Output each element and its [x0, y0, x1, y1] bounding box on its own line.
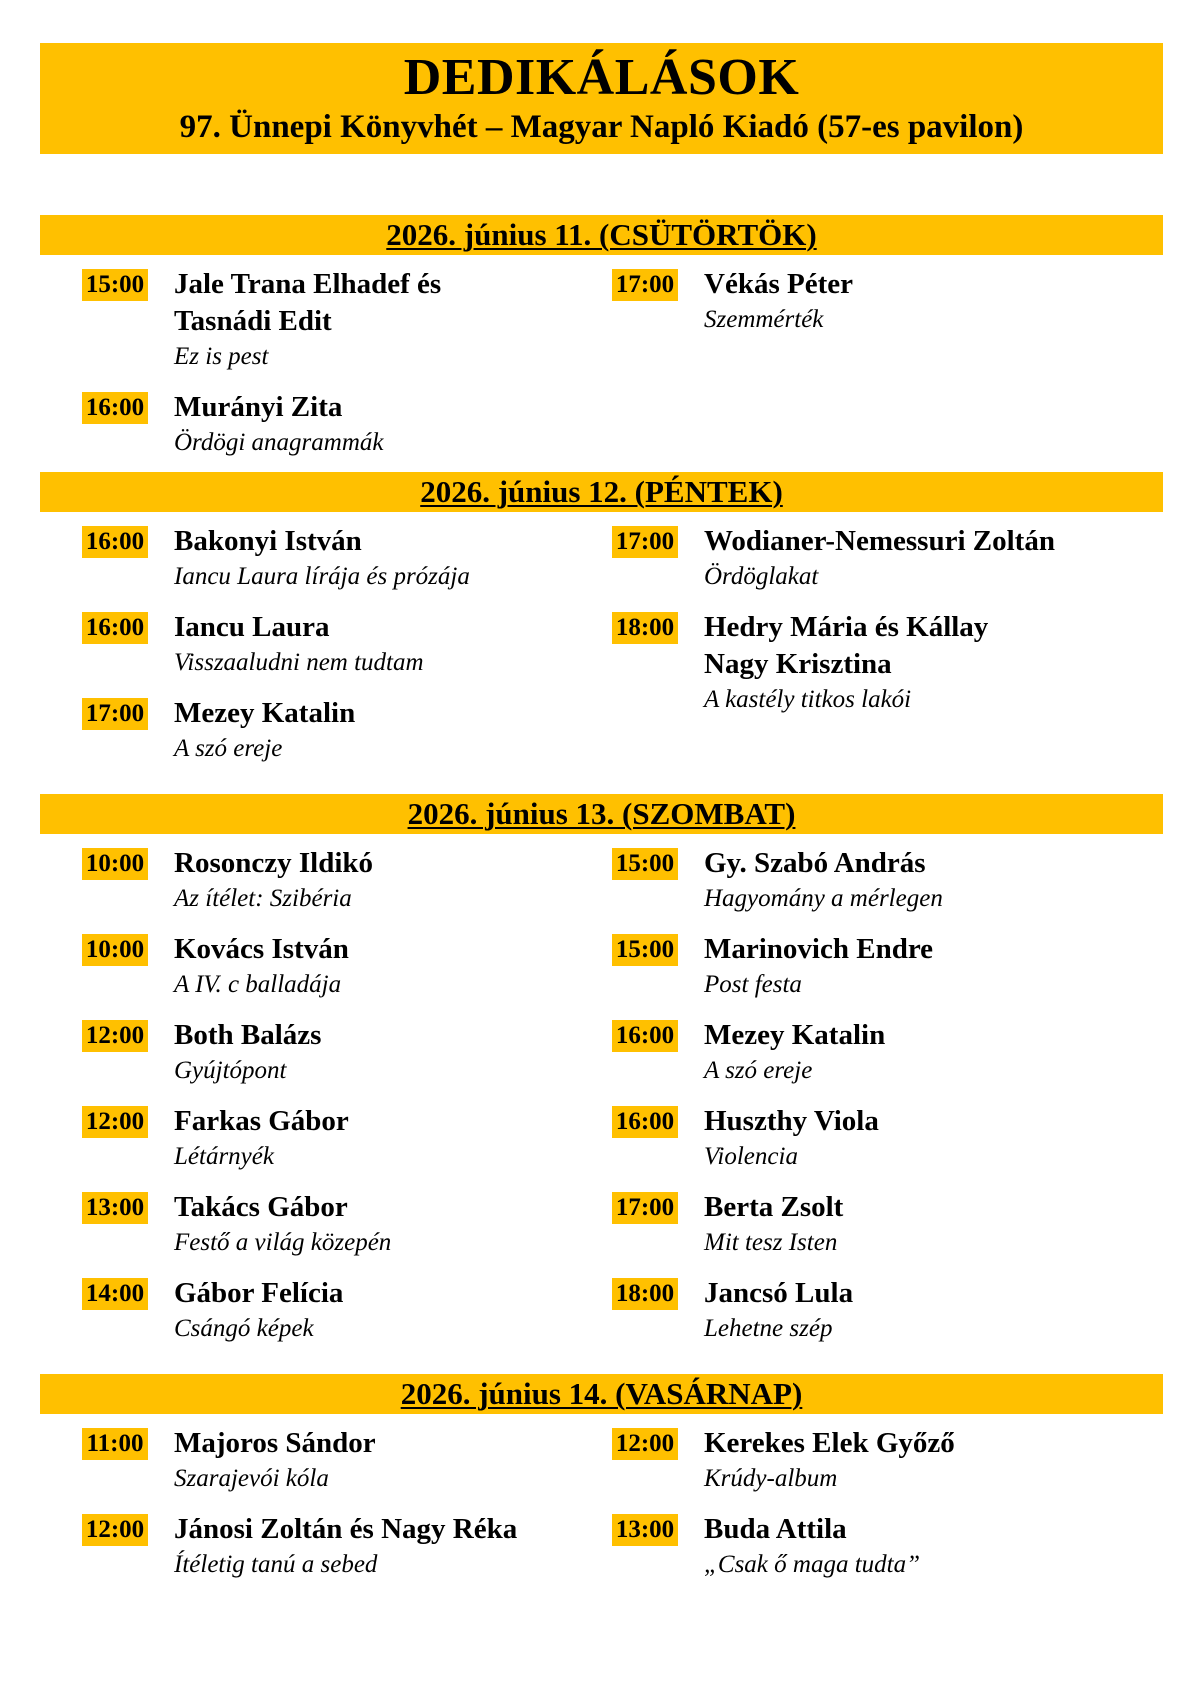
signing-entry [82, 845, 582, 915]
time-badge: 15:00 [612, 934, 678, 966]
author-name: Majoros Sándor [174, 1427, 376, 1459]
signing-entry [82, 1275, 582, 1345]
day-left-column [82, 1425, 582, 1597]
book-title: Az ítélet: Szibéria [174, 885, 352, 912]
day-left-column [82, 266, 582, 475]
book-title: A IV. c balladája [174, 971, 342, 998]
book-title: Gyújtópont [174, 1057, 287, 1084]
signing-entry [82, 931, 582, 1001]
book-title: Szarajevói kóla [174, 1465, 329, 1492]
book-title: Ördögi anagrammák [174, 429, 384, 456]
book-title: Post festa [704, 971, 802, 998]
time-badge: 11:00 [82, 1428, 148, 1460]
book-title: Ördöglakat [704, 563, 819, 590]
time-badge: 13:00 [82, 1192, 148, 1224]
day-header [40, 794, 1163, 834]
time-badge: 15:00 [612, 848, 678, 880]
author-name: Gy. Szabó András [704, 847, 926, 879]
signing-entry [612, 1189, 1112, 1259]
time-badge: 10:00 [82, 934, 148, 966]
signing-entry [82, 695, 582, 765]
time-badge: 17:00 [612, 269, 678, 301]
signing-entry [612, 1511, 1112, 1581]
book-title: Létárnyék [174, 1143, 274, 1170]
book-title: Lehetne szép [704, 1315, 833, 1342]
header-banner [40, 43, 1163, 154]
author-name: Murányi Zita [174, 391, 343, 423]
day-right-column [612, 266, 1112, 352]
book-title: Iancu Laura lírája és prózája [174, 563, 470, 590]
day-right-column [612, 845, 1112, 1361]
signing-entry [612, 1103, 1112, 1173]
signing-entry [612, 1425, 1112, 1495]
signing-entry [612, 931, 1112, 1001]
author-name: Farkas Gábor [174, 1105, 349, 1137]
time-badge: 13:00 [612, 1514, 678, 1546]
time-badge: 16:00 [612, 1020, 678, 1052]
day-header [40, 1374, 1163, 1414]
author-name: Bakonyi István [174, 525, 362, 557]
author-name: Mezey Katalin [174, 697, 356, 729]
author-name: Hedry Mária és Kállay Nagy Krisztina [704, 611, 989, 680]
time-badge: 16:00 [82, 392, 148, 424]
time-badge: 17:00 [82, 698, 148, 730]
author-name: Both Balázs [174, 1019, 322, 1051]
time-badge: 18:00 [612, 612, 678, 644]
author-name: Wodianer-Nemessuri Zoltán [704, 525, 1055, 557]
time-badge: 16:00 [82, 612, 148, 644]
day-label: 2026. június 12. (PÉNTEK) [420, 474, 783, 509]
time-badge: 17:00 [612, 1192, 678, 1224]
book-title: Szemmérték [704, 306, 824, 333]
day-label: 2026. június 11. (CSÜTÖRTÖK) [386, 217, 817, 252]
time-badge: 12:00 [82, 1514, 148, 1546]
time-badge: 16:00 [612, 1106, 678, 1138]
signing-entry [612, 845, 1112, 915]
day-header [40, 472, 1163, 512]
author-name: Buda Attila [704, 1513, 847, 1545]
page-subtitle: 97. Ünnepi Könyvhét – Magyar Napló Kiadó (57-es pavilon) [179, 109, 1024, 145]
time-badge: 10:00 [82, 848, 148, 880]
signing-entry [82, 266, 582, 373]
book-title: A kastély titkos lakói [704, 686, 912, 713]
time-badge: 16:00 [82, 526, 148, 558]
signing-entry [612, 1017, 1112, 1087]
day-left-column [82, 845, 582, 1361]
author-name: Kerekes Elek Győző [704, 1427, 955, 1459]
time-badge: 18:00 [612, 1278, 678, 1310]
day-right-column [612, 1425, 1112, 1597]
author-name: Marinovich Endre [704, 933, 934, 965]
book-title: „Csak ő maga tudta” [704, 1551, 921, 1578]
author-name: Jale Trana Elhadef és Tasnádi Edit [174, 268, 442, 337]
signing-entry [82, 1511, 582, 1581]
signing-entry [612, 266, 1112, 336]
time-badge: 12:00 [612, 1428, 678, 1460]
author-name: Huszthy Viola [704, 1105, 879, 1137]
time-badge: 12:00 [82, 1020, 148, 1052]
signing-entry [82, 389, 582, 459]
signing-entry [82, 609, 582, 679]
time-badge: 14:00 [82, 1278, 148, 1310]
time-badge: 12:00 [82, 1106, 148, 1138]
book-title: Visszaaludni nem tudtam [174, 649, 424, 676]
day-left-column [82, 523, 582, 781]
time-badge: 17:00 [612, 526, 678, 558]
day-header [40, 215, 1163, 255]
signing-entry [82, 523, 582, 593]
book-title: Mit tesz Isten [704, 1229, 838, 1256]
day-label: 2026. június 13. (SZOMBAT) [407, 796, 796, 831]
author-name: Kovács István [174, 933, 349, 965]
author-name: Iancu Laura [174, 611, 330, 643]
signing-entry [82, 1425, 582, 1495]
page-title: DEDIKÁLÁSOK [403, 49, 800, 106]
book-title: A szó ereje [704, 1057, 813, 1084]
author-name: Berta Zsolt [704, 1191, 844, 1223]
book-title: Krúdy-album [704, 1465, 838, 1492]
book-title: Ítéletig tanú a sebed [174, 1551, 378, 1578]
author-name: Jancsó Lula [704, 1277, 854, 1309]
book-title: Csángó képek [174, 1315, 314, 1342]
author-name: Vékás Péter [704, 268, 853, 300]
author-name: Takács Gábor [174, 1191, 348, 1223]
author-name: Rosonczy Ildikó [174, 847, 374, 879]
signing-entry [82, 1017, 582, 1087]
day-right-column [612, 523, 1112, 732]
day-label: 2026. június 14. (VASÁRNAP) [400, 1376, 803, 1411]
book-title: A szó ereje [174, 735, 283, 762]
signing-entry [612, 1275, 1112, 1345]
author-name: Jánosi Zoltán és Nagy Réka [174, 1513, 518, 1545]
author-name: Mezey Katalin [704, 1019, 886, 1051]
author-name: Gábor Felícia [174, 1277, 344, 1309]
signing-entry [612, 523, 1112, 593]
book-title: Festő a világ közepén [174, 1229, 392, 1256]
book-title: Hagyomány a mérlegen [704, 885, 943, 912]
signing-entry [82, 1103, 582, 1173]
time-badge: 15:00 [82, 269, 148, 301]
book-title: Ez is pest [174, 343, 269, 370]
signing-entry [612, 609, 1112, 716]
signing-entry [82, 1189, 582, 1259]
book-title: Violencia [704, 1143, 798, 1170]
